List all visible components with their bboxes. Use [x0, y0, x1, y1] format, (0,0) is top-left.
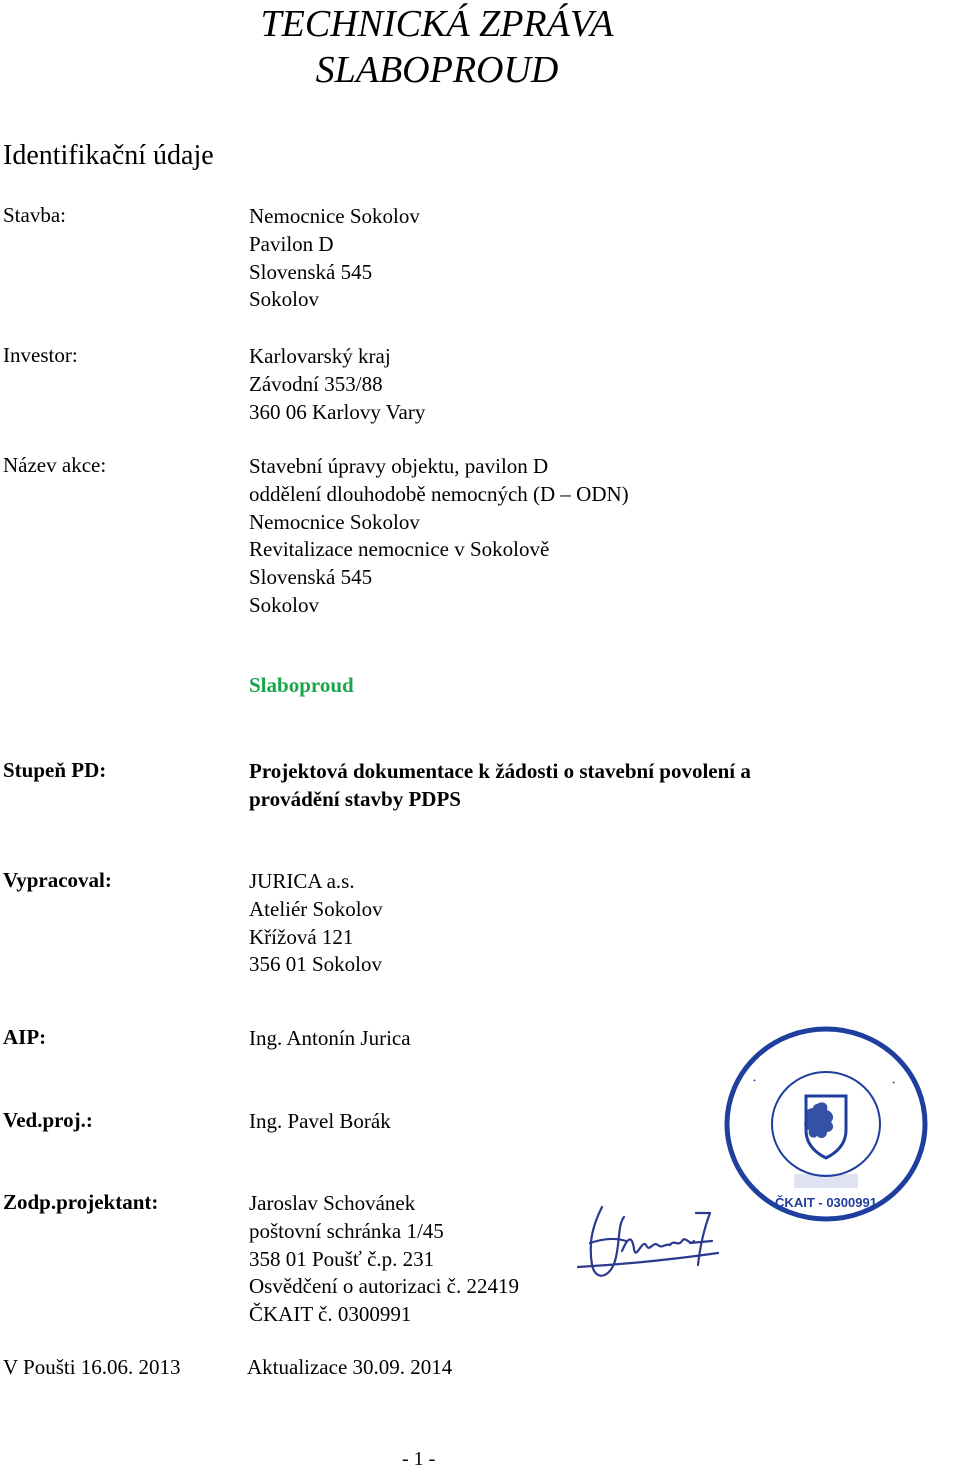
ved-proj-label: Ved.proj.: — [3, 1108, 93, 1132]
svg-text:·: · — [887, 1077, 899, 1089]
title-line-1: TECHNICKÁ ZPRÁVA — [260, 3, 614, 45]
stupen-pd-line: Projektová dokumentace k žádosti o stavební povolení a — [249, 759, 751, 783]
zodp-projektant-line: ČKAIT č. 0300991 — [249, 1302, 412, 1327]
nazev-akce-line: Nemocnice Sokolov — [249, 509, 420, 534]
nazev-akce-line: Sokolov — [249, 592, 320, 617]
investor-label: Investor: — [3, 343, 78, 367]
zodp-projektant-line: Osvědčení o autorizaci č. 22419 — [249, 1274, 519, 1299]
vypracoval-line: Ateliér Sokolov — [249, 896, 383, 921]
zodp-projektant-line: 358 01 Poušť č.p. 231 — [249, 1246, 435, 1271]
investor-value — [249, 343, 425, 426]
stupen-pd-value — [249, 758, 751, 814]
nazev-akce-line: Revitalizace nemocnice v Sokolově — [249, 537, 550, 562]
nazev-akce-label: Název akce: — [3, 453, 107, 477]
stavba-line: Pavilon D — [249, 231, 334, 256]
svg-text:·: · — [749, 1075, 761, 1087]
investor-line: 360 06 Karlovy Vary — [249, 399, 426, 424]
nazev-akce-line: Stavební úpravy objektu, pavilon D — [249, 454, 549, 478]
nazev-akce-line: Slovenská 545 — [249, 565, 373, 590]
zodp-projektant-value — [249, 1190, 519, 1329]
vypracoval-line: JURICA a.s. — [249, 869, 355, 893]
stavba-line: Slovenská 545 — [249, 259, 373, 284]
aip-value: Ing. Antonín Jurica — [249, 1026, 411, 1050]
nazev-akce-value — [249, 453, 629, 620]
vypracoval-line: Křížová 121 — [249, 924, 354, 949]
aip-label: AIP: — [3, 1025, 47, 1049]
stupen-pd-line: provádění stavby PDPS — [249, 786, 461, 811]
nazev-akce-line: oddělení dlouhodobě nemocných (D – ODN) — [249, 481, 629, 506]
vypracoval-line: 356 01 Sokolov — [249, 952, 383, 977]
page-number: - 1 - — [402, 1448, 436, 1470]
zodp-projektant-line: Jaroslav Schovánek — [249, 1191, 416, 1215]
authorization-stamp-image — [722, 1024, 930, 1224]
stamp-number: ČKAIT - 0300991 — [775, 1195, 877, 1210]
title-line-2: SLABOPROUD — [315, 49, 559, 91]
investor-line: Karlovarský kraj — [249, 344, 391, 368]
vypracoval-label: Vypracoval: — [3, 868, 112, 892]
stavba-line: Nemocnice Sokolov — [249, 204, 420, 228]
zodp-projektant-line: poštovní schránka 1/45 — [249, 1218, 444, 1243]
ved-proj-value: Ing. Pavel Borák — [249, 1109, 391, 1133]
stavba-line: Sokolov — [249, 287, 320, 312]
footer-update: Aktualizace 30.09. 2014 — [247, 1355, 453, 1379]
investor-line: Závodní 353/88 — [249, 371, 383, 396]
vypracoval-value — [249, 868, 383, 979]
profession-label: Slaboproud — [249, 673, 354, 697]
signature-image — [572, 1195, 722, 1287]
section-heading: Identifikační údaje — [3, 140, 214, 171]
stupen-pd-label: Stupeň PD: — [3, 758, 107, 782]
stavba-value — [249, 203, 420, 314]
stavba-label: Stavba: — [3, 203, 66, 227]
zodp-projektant-label: Zodp.projektant: — [3, 1190, 159, 1214]
footer-place-date: V Poušti 16.06. 2013 — [3, 1355, 181, 1379]
